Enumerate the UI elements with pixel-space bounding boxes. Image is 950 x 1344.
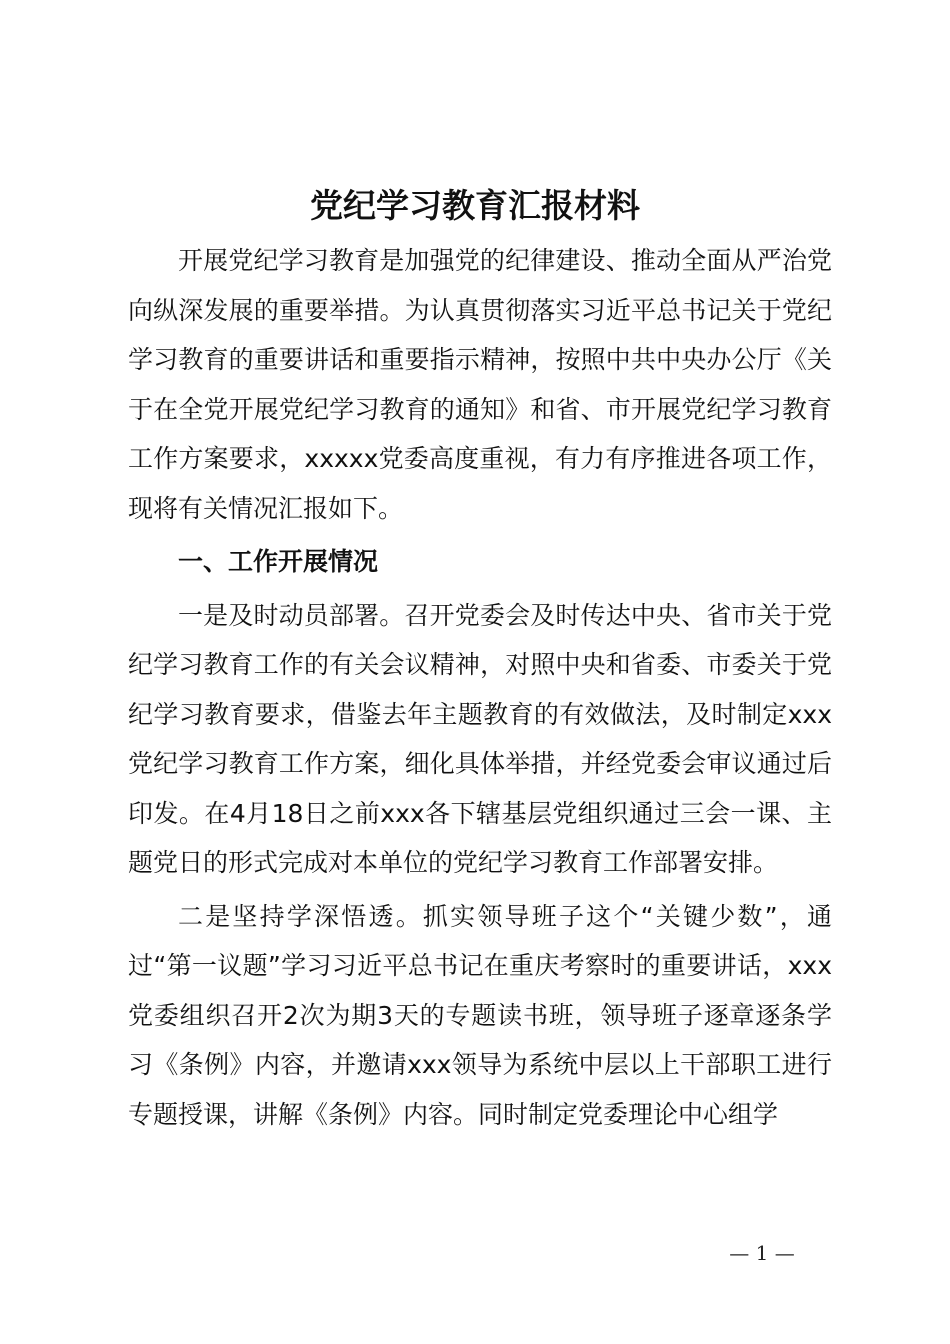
document-body	[128, 236, 832, 1139]
document-title: 党纪学习教育汇报材料	[310, 186, 640, 225]
page-number: — 1 —	[729, 1241, 795, 1265]
intro-paragraph: 开展党纪学习教育是加强党的纪律建设、推动全面从严治党向纵深发展的重要举措。为认真贯彻落实习近平总书记关于党纪学习教育的重要讲话和重要指示精神，按照中共中央办公厅《关于在全党开展党纪学习教育的通知》和省、市开展党纪学习教育工作方案要求，xxxxx党委高度重视，有力有序推进各项工作，现将有关情况汇报如下。	[128, 246, 832, 523]
paragraph-study: 二是坚持学深悟透。抓实领导班子这个“关键少数”，通过“第一议题”学习习近平总书记在重庆考察时的重要讲话，xxx党委组织召开2次为期3天的专题读书班，领导班子逐章逐条学习《条例》内容，并邀请xxx领导为系统中层以上干部职工进行专题授课，讲解《条例》内容。同时制定党委理论中心组学	[128, 901, 832, 1129]
paragraph-mobilization: 一是及时动员部署。召开党委会及时传达中央、省市关于党纪学习教育工作的有关会议精神，对照中央和省委、市委关于党纪学习教育要求，借鉴去年主题教育的有效做法，及时制定xxx党纪学习教育工作方案，细化具体举措，并经党委会审议通过后印发。在4月18日之前xxx各下辖基层党组织通过三会一课、主题党日的形式完成对本单位的党纪学习教育工作部署安排。	[128, 600, 832, 877]
section-heading: 一、工作开展情况	[178, 547, 379, 576]
